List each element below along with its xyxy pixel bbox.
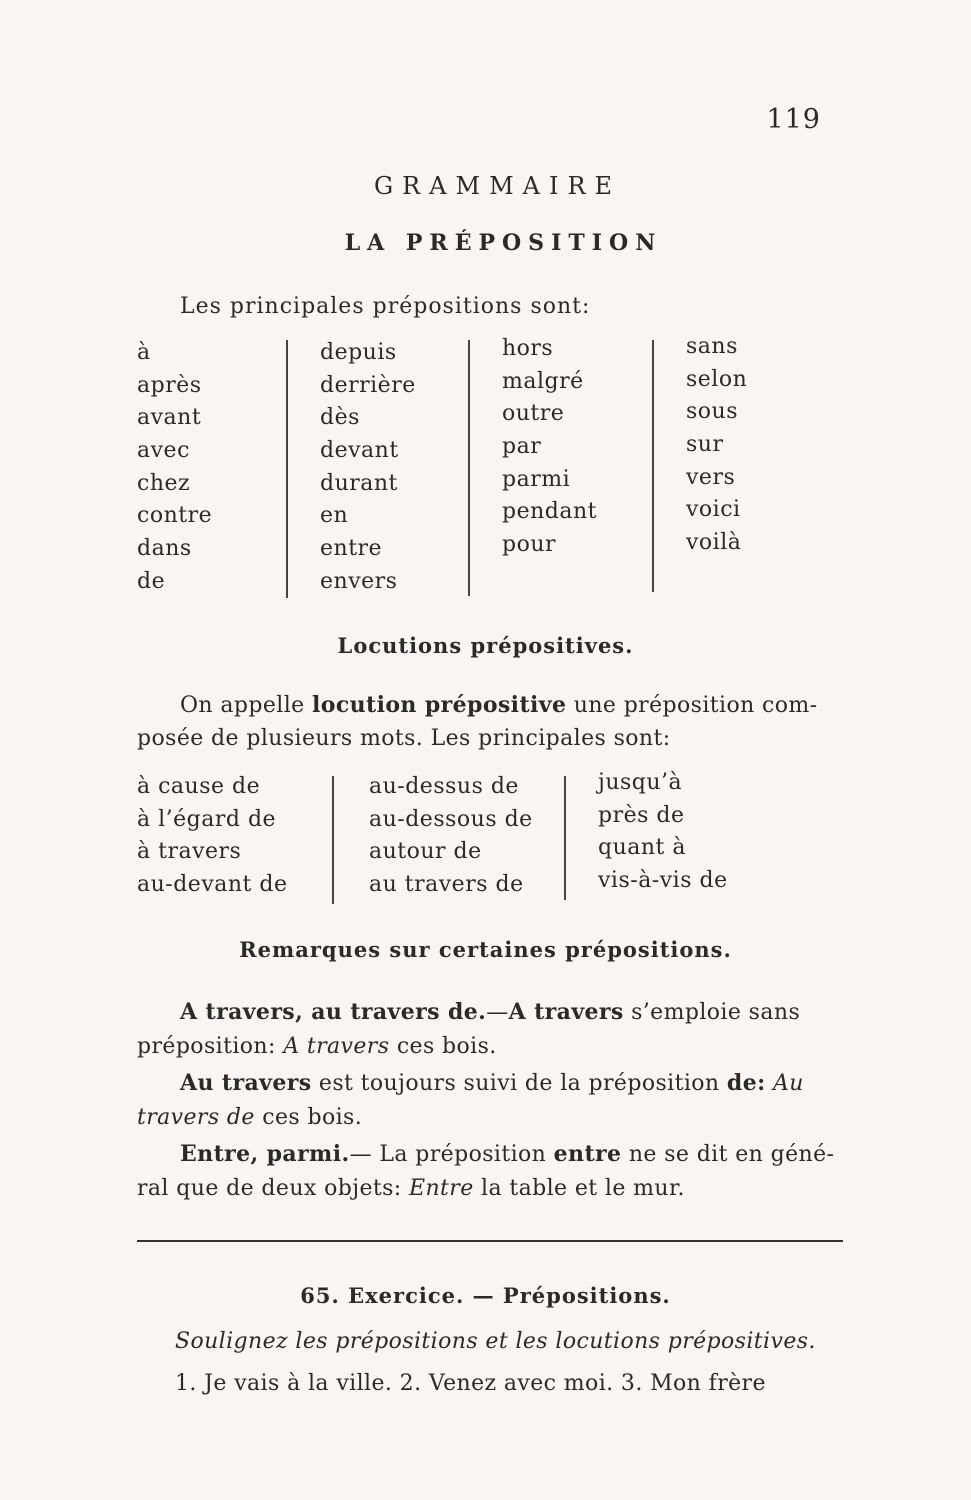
page-number: 119 [766, 104, 821, 135]
list-item: hors [502, 336, 554, 361]
list-item: à travers [137, 839, 242, 865]
list-item: pendant [502, 499, 597, 525]
list-item: vers [686, 464, 736, 490]
column-divider [468, 340, 470, 596]
remarque-2: Au travers est toujours suivi de la préposition de: Au [180, 1070, 804, 1096]
locutions-heading: Locutions prépositives. [337, 633, 634, 658]
list-item: pour [502, 532, 557, 558]
list-item: quant à [598, 835, 686, 861]
remarque-3: Entre, parmi.— La préposition entre ne se dit en géné- [180, 1141, 835, 1167]
list-item: selon [686, 366, 748, 392]
list-item: avec [137, 438, 190, 464]
list-item: sous [686, 399, 738, 425]
locutions-column-2 [369, 771, 533, 902]
prepositions-column-3 [502, 333, 597, 562]
exercise-first-line: 1. Je vais à la ville. 2. Venez avec moi. 3. Mon frère [175, 1371, 766, 1396]
locutions-definition: On appelle locution prépositive une préposition com- [180, 692, 818, 718]
exercise-instruction: Soulignez les prépositions et les locutions prépositives. [175, 1329, 816, 1354]
column-divider [564, 776, 566, 900]
list-item: voilà [686, 530, 742, 556]
list-item: malgré [502, 368, 584, 394]
list-item: au-dessus de [369, 774, 519, 799]
list-item: derrière [320, 372, 416, 398]
remarques-heading: Remarques sur certaines prépositions. [239, 937, 732, 962]
list-item: sans [686, 334, 738, 359]
intro-text: Les principales prépositions sont: [180, 294, 591, 319]
list-item: à cause de [137, 774, 261, 799]
section-title: GRAMMAIRE [373, 172, 622, 200]
list-item: par [502, 434, 542, 460]
prepositions-column-4 [686, 331, 747, 560]
list-item: dans [137, 536, 192, 562]
remarque-1-line2: préposition: A travers ces bois. [137, 1034, 497, 1059]
list-item: entre [320, 536, 383, 562]
prepositions-column-1 [137, 337, 212, 599]
list-item: à [137, 340, 151, 365]
list-item: jusqu’à [598, 770, 683, 795]
list-item: autour de [369, 839, 482, 865]
locutions-column-1 [137, 771, 287, 902]
remarque-2-line2: travers de ces bois. [137, 1105, 363, 1130]
list-item: au travers de [369, 872, 524, 898]
list-item: au-devant de [137, 872, 288, 898]
column-divider [652, 340, 654, 592]
separator-rule [137, 1240, 843, 1242]
list-item: envers [320, 568, 398, 594]
exercise-heading: 65. Exercice. — Prépositions. [300, 1283, 671, 1308]
list-item: voici [686, 497, 741, 523]
remarque-3-line2: ral que de deux objets: Entre la table et le mur. [137, 1176, 685, 1201]
column-divider [286, 340, 288, 598]
prepositions-column-2 [320, 337, 416, 599]
remarque-1: A travers, au travers de.—A travers s’emploie sans [180, 999, 801, 1025]
list-item: outre [502, 401, 565, 427]
list-item: à l’égard de [137, 806, 277, 832]
list-item: en [320, 503, 349, 529]
column-divider [332, 776, 334, 904]
list-item: au-dessous de [369, 806, 533, 832]
list-item: chez [137, 470, 191, 496]
list-item: après [137, 372, 202, 398]
chapter-title: LA PRÉPOSITION [344, 230, 663, 256]
list-item: sur [686, 432, 724, 458]
list-item: de [137, 568, 166, 594]
list-item: devant [320, 438, 399, 464]
locutions-definition-line2: posée de plusieurs mots. Les principales sont: [137, 726, 671, 751]
list-item: depuis [320, 340, 397, 365]
locutions-column-3 [598, 767, 728, 898]
list-item: durant [320, 470, 398, 496]
list-item: contre [137, 503, 213, 529]
list-item: avant [137, 405, 202, 431]
list-item: vis-à-vis de [598, 868, 728, 894]
locution-term: locution prépositive [312, 692, 567, 718]
list-item: près de [598, 802, 685, 828]
list-item: parmi [502, 466, 571, 492]
list-item: dès [320, 405, 360, 431]
